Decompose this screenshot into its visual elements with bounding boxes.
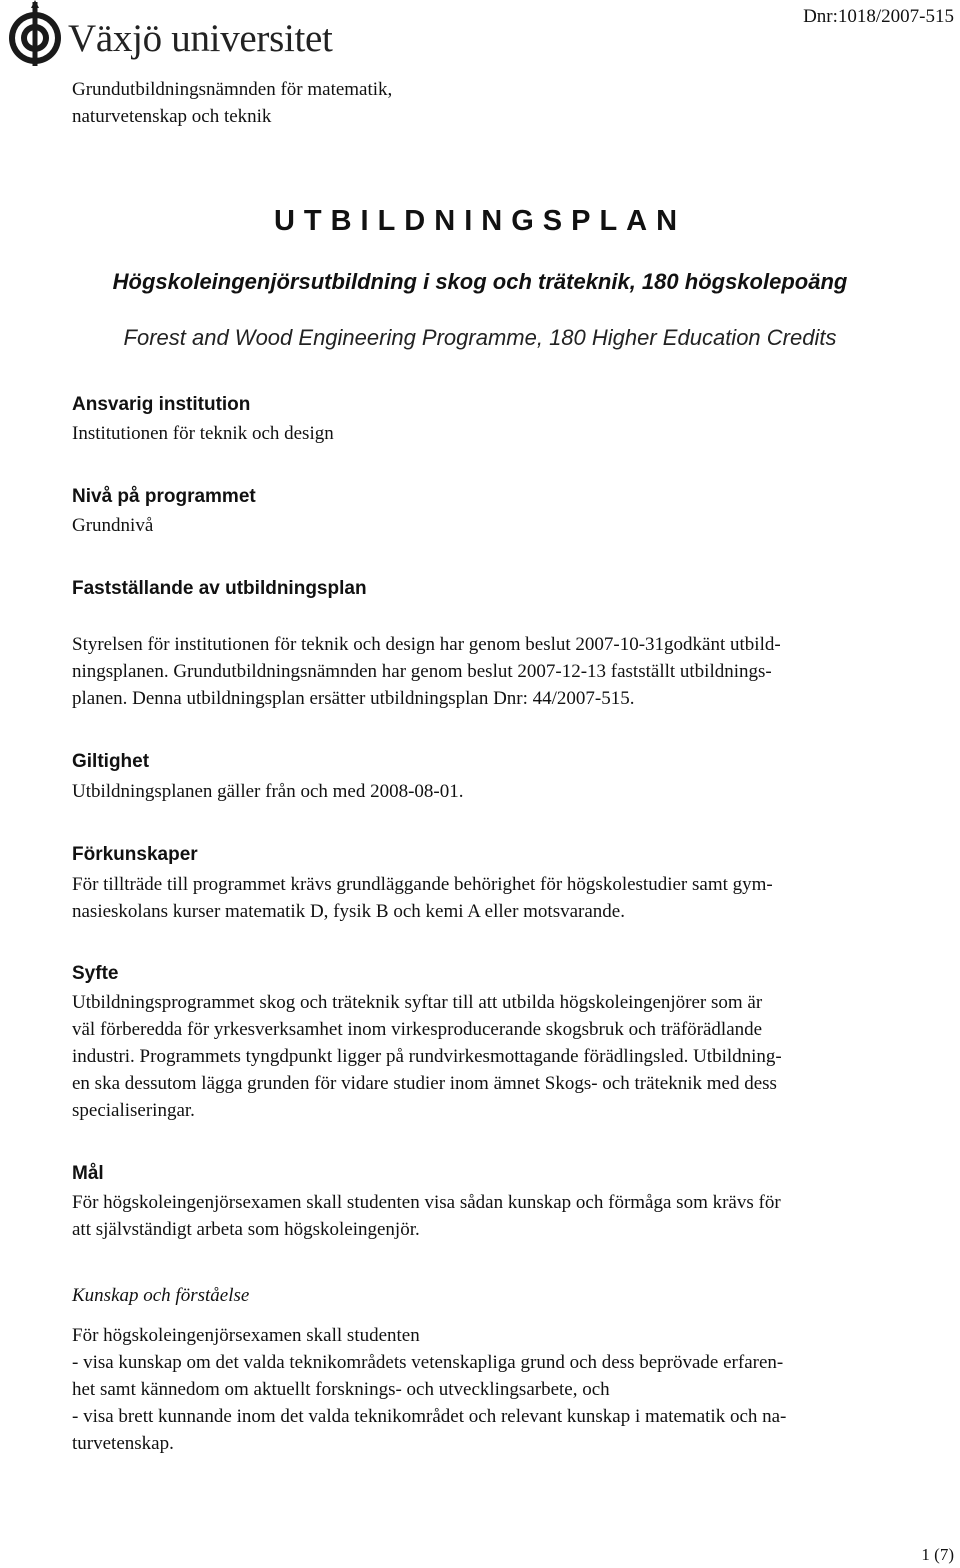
board-name xyxy=(72,76,592,130)
document-number: Dnr:1018/2007-515 xyxy=(803,6,954,27)
text-line: planen. Denna utbildningsplan ersätter utbildningsplan Dnr: 44/2007-515. xyxy=(72,688,635,709)
university-seal-icon xyxy=(4,0,66,68)
text-line: att självständigt arbeta som högskoleingenjör. xyxy=(72,1219,420,1240)
heading-kunskap-och-forstaelse: Kunskap och förståelse xyxy=(72,1285,250,1306)
text-line: För tillträde till programmet krävs grundläggande behörighet för högskolestudier samt gym- xyxy=(72,874,773,895)
document-title: UTBILDNINGSPLAN xyxy=(273,205,687,237)
heading-syfte: Syfte xyxy=(72,963,119,984)
paragraph-kunskap xyxy=(72,1322,947,1457)
heading-giltighet: Giltighet xyxy=(72,751,150,772)
board-line: Grundutbildningsnämnden för matematik, xyxy=(72,79,393,100)
paragraph-syfte xyxy=(72,989,947,1124)
text-line: industri. Programmets tyngdpunkt ligger på rundvirkesmottagande förädlingsled. Utbildning- xyxy=(72,1046,782,1067)
heading-faststallande: Fastställande av utbildningsplan xyxy=(72,578,367,599)
document-subtitle-english: Forest and Wood Engineering Programme, 180 Higher Education Credits xyxy=(123,325,837,350)
text-line: turvetenskap. xyxy=(72,1433,174,1454)
paragraph-mal xyxy=(72,1189,947,1243)
text-line: För högskoleingenjörsexamen skall studenten visa sådan kunskap och förmåga som krävs för xyxy=(72,1192,781,1213)
paragraph-forkunskaper xyxy=(72,871,947,925)
page-number: 1 (7) xyxy=(921,1545,954,1564)
text-giltighet: Utbildningsplanen gäller från och med 2008-08-01. xyxy=(72,781,464,802)
text-line: ningsplanen. Grundutbildningsnämnden har genom beslut 2007-12-13 fastställt utbildnings- xyxy=(72,661,772,682)
text-line: specialiseringar. xyxy=(72,1100,195,1121)
document-subtitle-swedish: Högskoleingenjörsutbildning i skog och träteknik, 180 högskolepoäng xyxy=(112,269,848,294)
university-logo xyxy=(4,0,66,73)
text-line: - visa kunskap om det valda teknikområdets vetenskapliga grund och dess beprövade erfaren- xyxy=(72,1352,784,1373)
heading-niva: Nivå på programmet xyxy=(72,486,256,507)
text-line: het samt kännedom om aktuellt forsknings- och utvecklingsarbete, och xyxy=(72,1379,610,1400)
heading-ansvarig-institution: Ansvarig institution xyxy=(72,394,251,415)
text-ansvarig-institution: Institutionen för teknik och design xyxy=(72,423,334,444)
text-line: För högskoleingenjörsexamen skall studenten xyxy=(72,1325,420,1346)
text-niva: Grundnivå xyxy=(72,515,154,536)
text-line: - visa brett kunnande inom det valda teknikområdet och relevant kunskap i matematik och na- xyxy=(72,1406,787,1427)
text-line: nasieskolans kurser matematik D, fysik B och kemi A eller motsvarande. xyxy=(72,901,625,922)
paragraph-faststallande xyxy=(72,631,947,712)
heading-mal: Mål xyxy=(72,1163,104,1184)
heading-forkunskaper: Förkunskaper xyxy=(72,844,198,865)
text-line: Utbildningsprogrammet skog och träteknik syftar till att utbilda högskoleingenjörer som är xyxy=(72,992,763,1013)
text-line: en ska dessutom lägga grunden för vidare studier inom ämnet Skogs- och träteknik med dess xyxy=(72,1073,777,1094)
text-line: Styrelsen för institutionen för teknik och design har genom beslut 2007-10-31godkänt utbild- xyxy=(72,634,781,655)
text-line: väl förberedda för yrkesverksamhet inom virkesproducerande skogsbruk och träförädlande xyxy=(72,1019,763,1040)
board-line: naturvetenskap och teknik xyxy=(72,106,272,127)
logo-wordmark: Växjö universitet xyxy=(68,17,333,60)
